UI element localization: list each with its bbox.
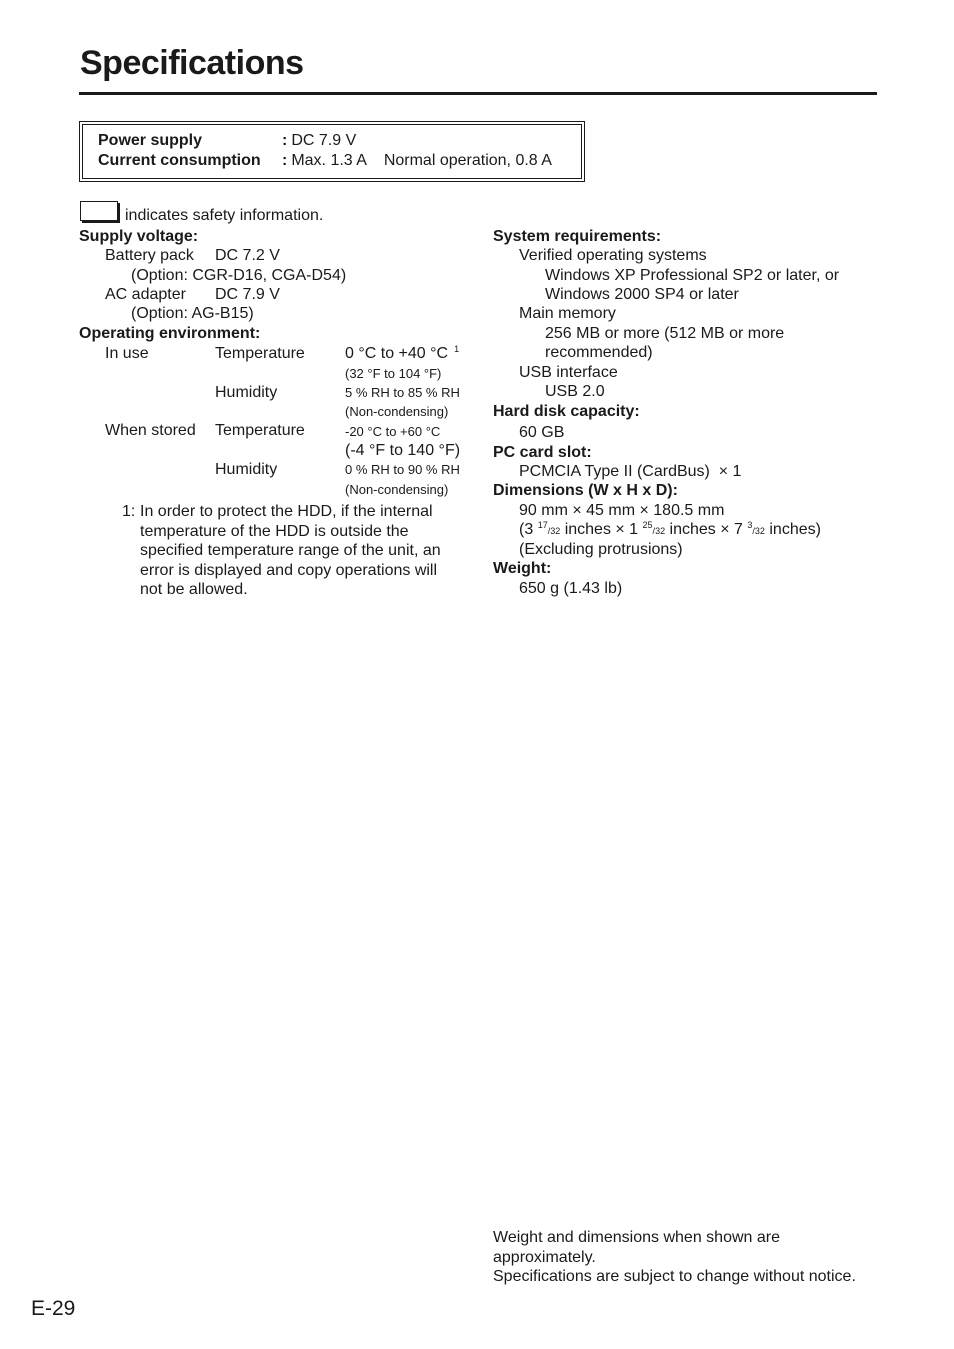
dimensions-inches [519,521,821,539]
stored-temperature-fahrenheit: (-4 °F to 140 °F) [345,442,461,459]
page-title: Specifications [80,44,304,82]
footer-line-3: Specifications are subject to change without notice. [493,1268,856,1285]
memory-label: Main memory [519,305,616,322]
dim-inch-a-numerator: 17 [537,520,548,530]
dim-inch-c-numerator: 3 [747,520,753,530]
dim-inch-b: inches × 1 [564,521,639,538]
weight-heading: Weight: [493,560,552,577]
safety-info-text: indicates safety information. [125,207,324,224]
in-use-temperature-value: 0 °C to +40 °C [345,345,449,362]
memory-line-2: recommended) [545,344,653,361]
footer-line-1: Weight and dimensions when shown are [493,1229,780,1246]
safety-symbol-icon [80,201,118,221]
dim-inch-b-denominator: 32 [655,526,666,536]
fraction-slash: / [547,526,551,536]
temperature-label: Temperature [215,345,305,362]
dimensions-note: (Excluding protrusions) [519,541,683,558]
footnote-number: 1: [122,503,136,520]
dim-inch-d: inches) [769,521,821,538]
current-consumption-row [98,151,552,171]
title-underline [79,92,877,95]
supply-voltage-heading: Supply voltage: [79,228,199,245]
dim-inch-a-denominator: 32 [550,526,561,536]
memory-line-1: 256 MB or more (512 MB or more [545,325,785,342]
battery-pack-label: Battery pack [105,247,194,264]
power-supply-row [98,131,356,151]
operating-environment-heading: Operating environment: [79,325,261,342]
ac-adapter-option: (Option: AG-B15) [131,305,254,322]
footer-note [493,1228,893,1287]
footnote-marker: 1 [454,344,460,354]
in-use-label: In use [105,345,149,362]
current-consumption-label: Current consumption [98,152,261,169]
system-requirements-heading: System requirements: [493,228,662,245]
power-supply-value: DC 7.9 V [291,132,357,149]
current-consumption-value: Max. 1.3 A Normal operation, 0.8 A [291,152,552,169]
dimensions-mm: 90 mm × 45 mm × 180.5 mm [519,502,725,519]
fraction-slash: / [752,526,755,536]
footer-line-2: approximately. [493,1248,596,1266]
humidity-label: Humidity [215,461,278,478]
os-line-1: Windows XP Professional SP2 or later, or [545,267,840,284]
power-info-box [79,121,585,182]
dim-inch-c-denominator: 32 [754,526,765,536]
power-supply-label: Power supply [98,132,203,149]
hdd-heading: Hard disk capacity: [493,403,640,420]
stored-non-condensing: (Non-condensing) [345,482,449,497]
ac-adapter-label: AC adapter [105,286,186,303]
dim-inch-c: inches × 7 [669,521,743,538]
colon: : [282,132,288,149]
in-use-temperature [345,345,459,363]
when-stored-label: When stored [105,422,196,439]
ac-adapter-value: DC 7.9 V [215,286,280,303]
humidity-label: Humidity [215,384,278,401]
battery-pack-option: (Option: CGR-D16, CGA-D54) [131,267,347,284]
colon: : [282,152,288,169]
in-use-temperature-fahrenheit: (32 °F to 104 °F) [345,366,442,381]
dim-inch-a: (3 [519,521,534,538]
footnote [122,502,462,600]
in-use-humidity: 5 % RH to 85 % RH [345,385,460,400]
usb-label: USB interface [519,364,618,381]
hdd-value: 60 GB [519,424,565,441]
os-label: Verified operating systems [519,247,707,264]
in-use-non-condensing: (Non-condensing) [345,404,449,419]
footnote-text: In order to protect the HDD, if the internal temperature of the HDD is outside the specified temperature range of the unit, an error is displayed and copy operations will not be allowed. [140,503,441,598]
dim-inch-b-numerator: 25 [642,520,653,530]
page-number: E-29 [31,1297,76,1320]
weight-value: 650 g (1.43 lb) [519,580,623,597]
pc-card-value: PCMCIA Type II (CardBus) × 1 [519,463,742,480]
stored-humidity: 0 % RH to 90 % RH [345,462,460,477]
dimensions-heading: Dimensions (W x H x D): [493,482,678,499]
pc-card-heading: PC card slot: [493,444,592,461]
os-line-2: Windows 2000 SP4 or later [545,286,739,303]
stored-temperature: -20 °C to +60 °C [345,424,441,439]
battery-pack-value: DC 7.2 V [215,247,280,264]
fraction-slash: / [652,526,656,536]
temperature-label: Temperature [215,422,305,439]
usb-value: USB 2.0 [545,383,605,400]
